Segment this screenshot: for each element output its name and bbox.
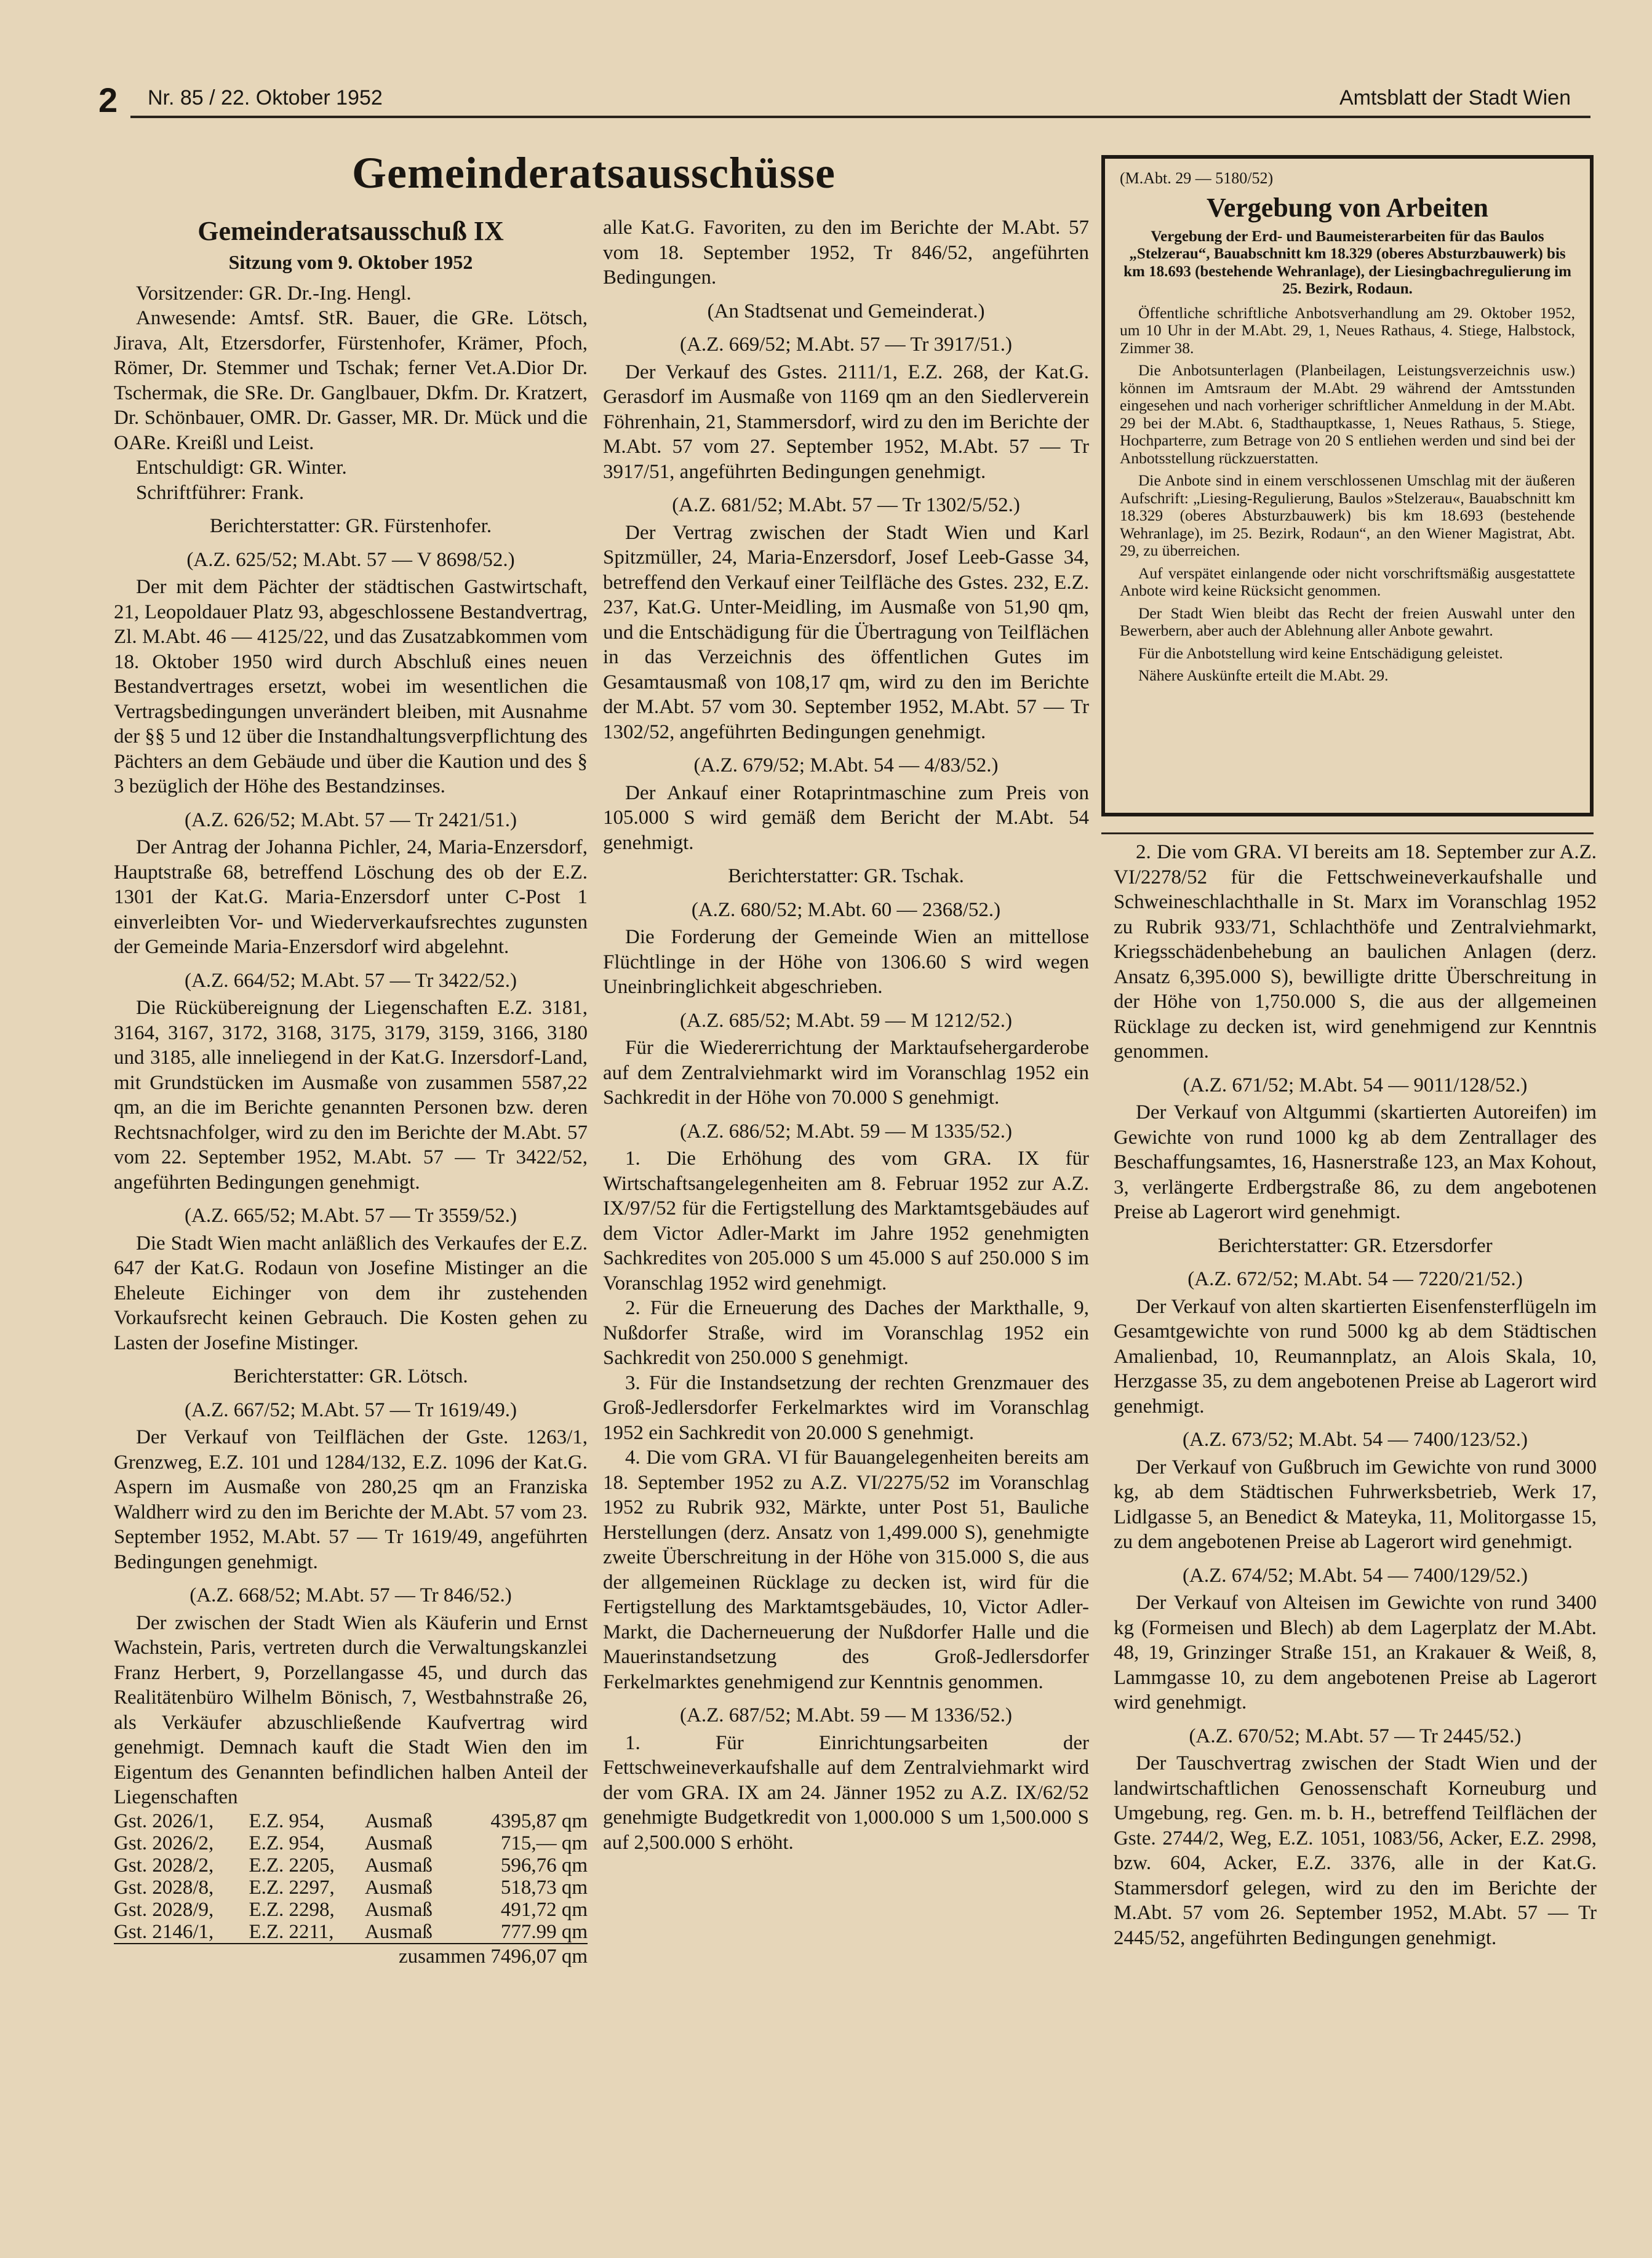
- parcel-gst: Gst. 2146/1,: [114, 1921, 249, 1944]
- parcel-area: 596,76 qm: [500, 1854, 588, 1877]
- parcel-gst: Gst. 2028/8,: [114, 1876, 214, 1899]
- paragraph: Der Vertrag zwischen der Stadt Wien und Karl Spitzmüller, 24, Maria-Enzersdorf, Josef Leeb-Gasse 34, betreffend den Verkauf einer Teilfläche des Gstes. 232, E.Z. 237, Kat.G. Unter-Meidling, im Ausmaße von 51,90 qm, und die Entschädigung für die Übertragung von Teilflächen in das Verzeichnis des öffentlichen Gutes im Gesamtausmaß von 108,17 qm, wird zu den im Berichte der M.Abt. 57 vom 30. September 1952, M.Abt. 57 — Tr 1302/52, angeführten Bedingungen genehmigt.: [603, 521, 1089, 743]
- paragraph: Der Verkauf von alten skartierten Eisenfensterflügeln im Gesamtgewichte von rund 5000 kg ab dem Städtischen Amalienbad, 10, Reumannplatz, an Alois Skala, 10, Herzgasse 35, zu dem angebotenen Preise ab Lagerort wird genehmigt.: [1114, 1295, 1597, 1418]
- case-reference: (A.Z. 670/52; M.Abt. 57 — Tr 2445/52.): [1189, 1725, 1522, 1747]
- paragraph: Der zwischen der Stadt Wien als Käuferin und Ernst Wachstein, Paris, vertreten durch die Verwaltungskanzlei Franz Herbert, 9, Porzellangasse 45, und durch das Realitätenbüro Wilhelm Bönisch, 7, Westbahnstraße 26, als Verkäufer abzuschließende Kaufvertrag wird genehmigt. Demnach kauft die Stadt Wien den im Eigentum des Genannten befindlichen halben Anteil der Liegenschaften: [114, 1611, 588, 1808]
- rapporteur-heading: Berichterstatter: GR. Fürstenhofer.: [209, 515, 492, 537]
- paragraph: 1. Für Einrichtungsarbeiten der Fettschweineverkaufshalle auf dem Zentralviehmarkt wird der vom GRA. IX am 24. Jänner 1952 zu A.Z. IX/62/52 genehmigte Budgetkredit von 1,000.000 S um 1,500.000 S auf 2,500.000 S erhöht.: [603, 1731, 1089, 1854]
- page-number: 2: [98, 81, 118, 119]
- parcel-row: [114, 1810, 588, 1832]
- tender-notice-box: [1101, 155, 1594, 816]
- parcel-total: zusammen 7496,07 qm: [398, 1945, 588, 1968]
- paragraph: Der mit dem Pächter der städtischen Gastwirtschaft, 21, Leopoldauer Platz 93, abgeschlossene Bestandvertrag, Zl. M.Abt. 46 — 4125/22, und das Zusatzabkommen vom 18. Oktober 1950 wird durch Abschluß eines neuen Bestandvertrages ersetzt, wobei im wesentlichen die Vertragsbedingungen unverändert bleiben, mit Ausnahme der §§ 5 und 12 über die Instandhaltungsverpflichtung des Pächters an dem Gebäude und über die Kaution und des § 3 bezüglich der Höhe des Bestandzinses.: [114, 576, 588, 797]
- secretary-text: Schriftführer: Frank.: [136, 481, 305, 504]
- parcel-ez: E.Z. 2205,: [249, 1854, 335, 1877]
- rapporteur-heading: Berichterstatter: GR. Tschak.: [728, 865, 964, 887]
- committee-title: Gemeinderatsausschuß IX: [198, 216, 504, 246]
- publication-name: Amtsblatt der Stadt Wien: [1339, 86, 1571, 110]
- case-reference: (A.Z. 679/52; M.Abt. 54 — 4/83/52.): [693, 754, 999, 776]
- chair-text: Vorsitzender: GR. Dr.-Ing. Hengl.: [136, 282, 412, 305]
- parcel-gst: Gst. 2026/1,: [114, 1809, 214, 1832]
- case-reference: (A.Z. 687/52; M.Abt. 59 — M 1336/52.): [680, 1704, 1012, 1726]
- parcel-area: 777.99 qm: [457, 1921, 588, 1944]
- rapporteur-heading: Berichterstatter: GR. Etzersdorfer: [1218, 1234, 1493, 1257]
- paragraph: alle Kat.G. Favoriten, zu den im Berichte der M.Abt. 57 vom 18. September 1952, Tr 846/52, angeführten Bedingungen.: [603, 217, 1089, 289]
- paragraph: 1. Die Erhöhung des vom GRA. IX für Wirtschaftsangelegenheiten am 8. Februar 1952 zur A.Z. IX/97/52 für die Fertigstellung des Marktamtsgebäudes auf dem Victor Adler-Markt im Jahre 1952 genehmigten Sachkredites von 205.000 S um 45.000 S auf 250.000 S im Voranschlag 1952 wird genehmigt.: [603, 1147, 1089, 1295]
- case-reference: (A.Z. 665/52; M.Abt. 57 — Tr 3559/52.): [185, 1205, 517, 1227]
- parcel-ez: E.Z. 2297,: [249, 1876, 335, 1899]
- parcel-gst: Gst. 2026/2,: [114, 1832, 214, 1854]
- case-reference: (A.Z. 626/52; M.Abt. 57 — Tr 2421/51.): [185, 808, 517, 831]
- case-reference: (A.Z. 673/52; M.Abt. 54 — 7400/123/52.): [1183, 1429, 1528, 1451]
- notice-paragraph: Auf verspätet einlangende oder nicht vorschriftsmäßig ausgestattete Anbote wird keine Rücksicht genommen.: [1120, 564, 1575, 599]
- parcel-table: [114, 1810, 588, 1944]
- parcel-row: [114, 1899, 588, 1921]
- parcel-label: Ausmaß: [364, 1876, 433, 1899]
- paragraph: Der Tauschvertrag zwischen der Stadt Wien und der landwirtschaftlichen Genossenschaft Korneuburg und Umgebung, reg. Gen. m. b. H., betreffend Teilflächen der Gste. 2744/2, Weg, E.Z. 1051, 1083/56, Acker, E.Z. 2998, bzw. 604, Acker, E.Z. 3376, alle in der Kat.G. Stammersdorf gelegen, wird zu den im Berichte der M.Abt. 57 vom 26. September 1952, M.Abt. 57 — Tr 2445/52, angeführten Bedingungen genehmigt.: [1114, 1752, 1597, 1949]
- paragraph: 3. Für die Instandsetzung der rechten Grenzmauer des Groß-Jedlersdorfer Ferkelmarktes wird im Voranschlag 1952 ein Sachkredit von 20.000 S genehmigt.: [603, 1371, 1089, 1444]
- column-divider-rule: [1101, 832, 1594, 834]
- rapporteur-heading: Berichterstatter: GR. Lötsch.: [233, 1365, 468, 1387]
- parcel-area: 715,— qm: [500, 1832, 588, 1854]
- issue-info: Nr. 85 / 22. Oktober 1952: [148, 86, 383, 110]
- parcel-row: [114, 1832, 588, 1854]
- paragraph: Der Verkauf von Altgummi (skartierten Autoreifen) im Gewichte von rund 1000 kg ab dem Zentrallager des Beschaffungsamtes, 16, Hasnerstraße 123, an Max Kohout, 3, verlängerte Erdbergstraße 86, zu dem angebotenen Preise ab Lagerort wird genehmigt.: [1114, 1101, 1597, 1223]
- case-reference: (A.Z. 674/52; M.Abt. 54 — 7400/129/52.): [1183, 1564, 1528, 1587]
- notice-paragraph: Für die Anbotstellung wird keine Entschädigung geleistet.: [1138, 644, 1503, 662]
- parcel-row: [114, 1877, 588, 1899]
- case-reference: (A.Z. 668/52; M.Abt. 57 — Tr 846/52.): [190, 1584, 512, 1606]
- case-reference: (A.Z. 681/52; M.Abt. 57 — Tr 1302/5/52.): [672, 494, 1020, 516]
- parcel-label: Ausmaß: [364, 1832, 433, 1854]
- case-reference: (A.Z. 625/52; M.Abt. 57 — V 8698/52.): [186, 548, 515, 571]
- case-reference: (A.Z. 680/52; M.Abt. 60 — 2368/52.): [691, 898, 1001, 921]
- paragraph: Die Forderung der Gemeinde Wien an mittellose Flüchtlinge in der Höhe von 1306.60 S wird wegen Uneinbringlichkeit abgeschrieben.: [603, 926, 1089, 998]
- paragraph: Der Verkauf von Gußbruch im Gewichte von rund 3000 kg, ab dem Städtischen Fuhrwerksbetrieb, Werk 17, Lidlgasse 5, an Benedict & Mateyka, 11, Molitorgasse 15, zu dem angebotenen Preise ab Lagerort wird genehmigt.: [1114, 1456, 1597, 1553]
- parcel-gst: Gst. 2028/9,: [114, 1898, 214, 1921]
- column-3: [1114, 840, 1597, 1950]
- paragraph: Der Antrag der Johanna Pichler, 24, Maria-Enzersdorf, Hauptstraße 68, betreffend Löschung des ob der E.Z. 1301 der Kat.G. Maria-Enzersdorf unter C-Post 1 einverleibten Vor- und Wiederverkaufsrechtes zugunsten der Gemeinde Maria-Enzersdorf wird abgelehnt.: [114, 836, 588, 958]
- case-reference: (A.Z. 667/52; M.Abt. 57 — Tr 1619/49.): [185, 1398, 517, 1421]
- parcel-label: Ausmaß: [364, 1898, 433, 1921]
- paragraph: Der Ankauf einer Rotaprintmaschine zum Preis von 105.000 S wird gemäß dem Bericht der M.Abt. 54 genehmigt.: [603, 781, 1089, 854]
- paragraph: Der Verkauf von Alteisen im Gewichte von rund 3400 kg (Formeisen und Blech) ab dem Lagerplatz der M.Abt. 48, 19, Grinzinger Straße 151, an Krakauer & Weiß, 8, Lammgasse 10, zu dem angebotenen Preise ab Lagerort wird genehmigt.: [1114, 1592, 1597, 1713]
- paragraph: Die Rückübereignung der Liegenschaften E.Z. 3181, 3164, 3167, 3172, 3168, 3175, 3179, 3159, 3166, 3180 und 3185, alle inneliegend in der Kat.G. Inzersdorf-Land, mit Grundstücken im Ausmaße von zusammen 5587,22 qm, an die im Berichte genannten Personen bzw. deren Rechtsnachfolger, wird zu den im Berichte der M.Abt. 57 vom 22. September 1952, M.Abt. 57 — Tr 3422/52, angeführten Bedingungen genehmigt.: [114, 997, 588, 1194]
- parcel-row: [114, 1921, 588, 1944]
- parcel-ez: E.Z. 954,: [249, 1832, 325, 1854]
- parcel-area: 518,73 qm: [500, 1876, 588, 1899]
- paragraph: Der Verkauf des Gstes. 2111/1, E.Z. 268, der Kat.G. Gerasdorf im Ausmaße von 1169 qm an den Siedlerverein Föhrenhain, 21, Stammersdorf, wird zu den im Berichte der M.Abt. 57 vom 27. September 1952, M.Abt. 57 — Tr 3917/51, angeführten Bedingungen genehmigt.: [603, 361, 1089, 483]
- excused-text: Entschuldigt: GR. Winter.: [136, 457, 347, 479]
- notice-paragraph: Öffentliche schriftliche Anbotsverhandlung am 29. Oktober 1952, um 10 Uhr in der M.Abt. 29, 1, Neues Rathaus, 4. Stiege, Halbstock, Zimmer 38.: [1120, 303, 1575, 357]
- paragraph: 2. Für die Erneuerung des Daches der Markthalle, 9, Nußdorfer Straße, wird im Voranschlag 1952 ein Sachkredit von 250.000 S genehmigt.: [603, 1297, 1089, 1369]
- case-reference: (A.Z. 686/52; M.Abt. 59 — M 1335/52.): [680, 1120, 1012, 1143]
- parcel-row: [114, 1854, 588, 1877]
- parcel-label: Ausmaß: [364, 1809, 433, 1832]
- parcel-label: Ausmaß: [365, 1921, 457, 1944]
- paragraph: Die Stadt Wien macht anläßlich des Verkaufes der E.Z. 647 der Kat.G. Rodaun von Josefine Mistinger an die Eheleute Eichinger von dem ihr zustehenden Vorkaufsrecht keinen Gebrauch. Die Kosten gehen zu Lasten der Josefine Mistinger.: [114, 1232, 588, 1354]
- referral-note: (An Stadtsenat und Gemeinderat.): [707, 300, 985, 322]
- notice-title: Vergebung von Arbeiten: [1207, 192, 1488, 223]
- page-title: Gemeinderatsausschüsse: [351, 148, 836, 197]
- notice-reference: (M.Abt. 29 — 5180/52): [1120, 169, 1274, 187]
- parcel-ez: E.Z. 2211,: [249, 1921, 364, 1944]
- notice-paragraph: Der Stadt Wien bleibt das Recht der freien Auswahl unter den Bewerbern, aber auch der Ablehnung aller Anbote gewahrt.: [1120, 604, 1575, 639]
- notice-paragraph: Die Anbote sind in einem verschlossenen Umschlag mit der äußeren Aufschrift: „Liesing-Regulierung, Baulos »Stelzerau«, Bauabschnitt km 18.329 (oberes Absturzbauwerk) bis km 18.693 (bestehende Wehranlage), im 25. Bezirk, Rodaun“, an den Wiener Magistrat, Abt. 29, zu überreichen.: [1120, 471, 1575, 559]
- session-date: Sitzung vom 9. Oktober 1952: [228, 251, 473, 273]
- case-reference: (A.Z. 671/52; M.Abt. 54 — 9011/128/52.): [1183, 1074, 1528, 1096]
- attendees-text: Anwesende: Amtsf. StR. Bauer, die GRe. Lötsch, Jirava, Alt, Etzersdorfer, Fürstenhofer, Krämer, Pfoch, Römer, Dr. Stemmer und Tschak; ferner Vet.A.Dior Dr. Tschermak, die SRe. Dr. Ganglbauer, Dkfm. Dr. Kratzert, Dr. Schönbauer, OMR. Dr. Gasser, MR. Dr. Mück und die OARe. Kreißl und Leist.: [114, 307, 588, 454]
- notice-paragraph: Die Anbotsunterlagen (Planbeilagen, Leistungsverzeichnis usw.) können im Amtsraum der M.Abt. 29 während der Amtsstunden eingesehen und nach vorheriger schriftlicher Anmeldung in der M.Abt. 29 bei der M.Abt. 6, Stadthauptkasse, 1, Neues Rathaus, 5. Stiege, Hochparterre, zum Betrage von 20 S entliehen werden und sind bei der Anbotsstellung rückzuerstatten.: [1120, 361, 1575, 467]
- notice-paragraph: Nähere Auskünfte erteilt die M.Abt. 29.: [1138, 666, 1389, 684]
- header-rule: [130, 116, 1590, 118]
- column-2: [603, 215, 1089, 1855]
- case-reference: (A.Z. 669/52; M.Abt. 57 — Tr 3917/51.): [680, 333, 1012, 356]
- parcel-ez: E.Z. 2298,: [249, 1898, 335, 1921]
- parcel-area: 491,72 qm: [500, 1898, 588, 1921]
- parcel-ez: E.Z. 954,: [249, 1809, 325, 1832]
- paragraph: 4. Die vom GRA. VI für Bauangelegenheiten bereits am 18. September 1952 zu A.Z. VI/2275/52 im Voranschlag 1952 zu Rubrik 932, Märkte, unter Post 51, Bauliche Herstellungen (derz. Ansatz von 1,499.000 S), genehmigte zweite Überschreitung in der Höhe von 315.000 S, die aus der allgemeinen Rücklage zu decken ist, wird für die Fertigstellung des Marktamtsgebäudes, 10, Victor Adler-Markt, die Dacherneuerung der Nußdorfer Halle und die Mauerinstandsetzung des Groß-Jedlersdorfer Ferkelmarktes genehmigend zur Kenntnis genommen.: [603, 1446, 1089, 1693]
- paragraph: Der Verkauf von Teilflächen der Gste. 1263/1, Grenzweg, E.Z. 101 und 1284/132, E.Z. 1096 der Kat.G. Aspern im Ausmaße von 280,25 qm an Franziska Waldherr wird zu den im Berichte der M.Abt. 57 vom 23. September 1952, M.Abt. 57 — Tr 1619/49, angeführten Bedingungen genehmigt.: [114, 1426, 588, 1573]
- case-reference: (A.Z. 685/52; M.Abt. 59 — M 1212/52.): [680, 1009, 1012, 1032]
- case-reference: (A.Z. 664/52; M.Abt. 57 — Tr 3422/52.): [185, 969, 517, 992]
- paragraph: Für die Wiedererrichtung der Marktaufsehergarderobe auf dem Zentralviehmarkt wird im Voranschlag 1952 ein Sachkredit in der Höhe von 70.000 S genehmigt.: [603, 1037, 1089, 1109]
- case-reference: (A.Z. 672/52; M.Abt. 54 — 7220/21/52.): [1187, 1268, 1523, 1290]
- parcel-label: Ausmaß: [364, 1854, 433, 1877]
- parcel-area: 4395,87 qm: [490, 1809, 588, 1832]
- parcel-gst: Gst. 2028/2,: [114, 1854, 214, 1877]
- notice-subtitle: Vergebung der Erd- und Baumeisterarbeiten für das Baulos „Stelzerau“, Bauabschnitt km 18.329 (oberes Absturzbauwerk) bis km 18.693 (bestehende Wehranlage), der Liesingbachregulierung im 25. Bezirk, Rodaun.: [1123, 228, 1571, 297]
- paragraph: 2. Die vom GRA. VI bereits am 18. September zur A.Z. VI/2278/52 für die Fettschweineverkaufshalle und Schweineschlachthalle in St. Marx im Voranschlag 1952 zu Rubrik 933/71, Schlachthöfe und Zentralviehmarkt, Kriegsschädenbehebung an baulichen Anlagen (derz. Ansatz 6,395.000 S), bewilligte dritte Überschreitung in der Höhe von 1,750.000 S, die aus der allgemeinen Rücklage zu decken ist, wird genehmigend zur Kenntnis genommen.: [1114, 841, 1597, 1063]
- column-1: [114, 215, 588, 1969]
